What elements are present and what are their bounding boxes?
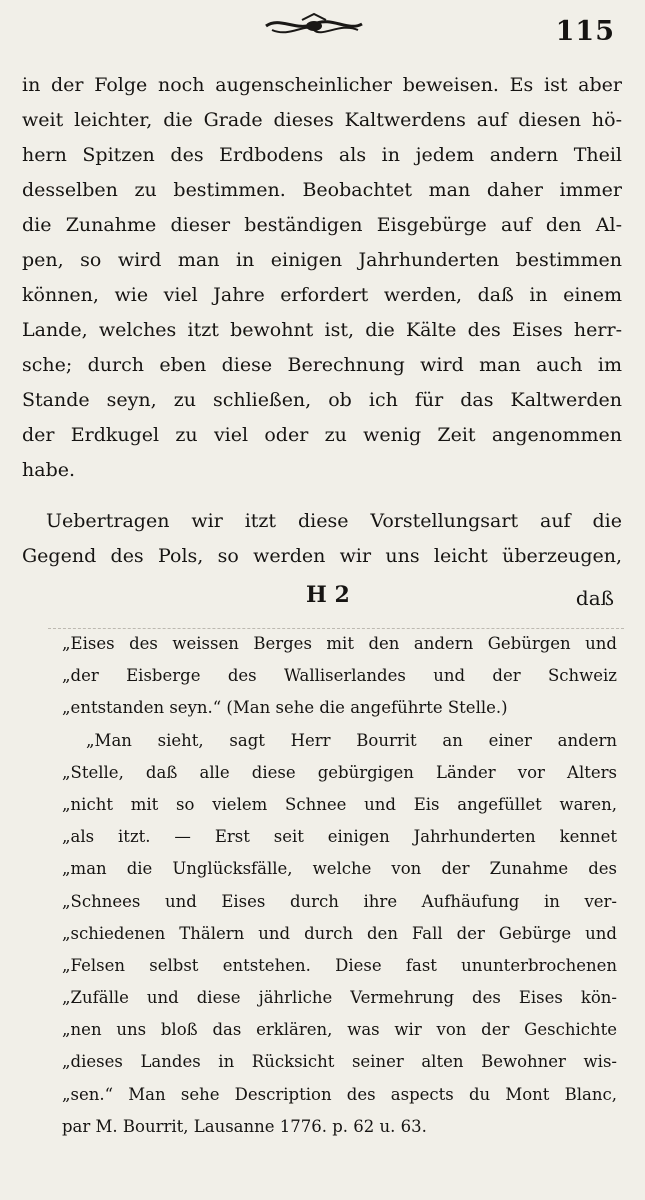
text-line: in der Folge noch augenscheinlicher beweisen. Es ist aber [22,74,622,96]
footnote-block [62,628,617,1143]
signature-row [22,576,622,622]
footnote-line: „Eises des weissen Berges mit den andern Gebürgen und [62,634,617,653]
footnote-line: „schiedenen Thälern und durch den Fall der Gebürge und [62,923,617,943]
footnote-line: „Zufälle und diese jährliche Vermehrung des Eises kön- [62,988,617,1008]
footnote-line: „man die Unglücksfälle, welche von der Zunahme des [62,859,617,879]
footnote-line: „Schnees und Eises durch ihre Aufhäufung in ver- [62,891,617,911]
footnote-line: „als itzt. — Erst seit einigen Jahrhunderten kennet [62,827,617,847]
footnote-line: „Stelle, daß alle diese gebürgigen Länder vor Alters [62,762,617,782]
signature-mark: H 2 [306,582,350,608]
text-line: sche; durch eben diese Berechnung wird man auch im [22,354,622,376]
text-line: können, wie viel Jahre erfordert werden, daß in einem [22,284,622,306]
footnote-line: „entstanden seyn.“ (Man sehe die angeführte Stelle.) [62,698,508,718]
footnote-line: „der Eisberge des Walliserlandes und der Schweiz [62,666,617,686]
footnote-line: „Felsen selbst entstehen. Diese fast ununterbrochenen [62,955,617,975]
footnote-line: „nicht mit so vielem Schnee und Eis angefüllet waren, [62,794,617,814]
text-line: pen, so wird man in einigen Jahrhunderten bestimmen [22,249,622,271]
paragraph-2-line: Gegend des Pols, so werden wir uns leicht überzeugen, [22,545,622,567]
text-line: die Zunahme dieser beständigen Eisgebürge auf den Al- [22,214,622,236]
text-line: desselben zu bestimmen. Beobachtet man daher immer [22,179,622,201]
footnote-line: „sen.“ Man sehe Description des aspects du Mont Blanc, [62,1084,617,1104]
text-line: hern Spitzen des Erdbodens als in jedem andern Theil [22,144,622,166]
catchword: daß [575,586,614,610]
footnote-line: par M. Bourrit, Lausanne 1776. p. 62 u. 63. [62,1116,427,1136]
text-line: der Erdkugel zu viel oder zu wenig Zeit angenommen [22,424,622,446]
footnote-line: „nen uns bloß das erklären, was wir von der Geschichte [62,1020,617,1040]
text-line: Stande seyn, zu schließen, ob ich für das Kaltwerden [22,389,622,411]
footnote-line: „dieses Landes in Rücksicht seiner alten Bewohner wis- [62,1052,617,1072]
text-line: weit leichter, die Grade dieses Kaltwerdens auf diesen hö- [22,109,622,131]
paragraph-2-line: Uebertragen wir itzt diese Vorstellungsart auf die [46,510,622,532]
text-line: habe. [22,459,76,481]
page-number: 115 [555,16,615,47]
decorative-bird-vignette-icon [262,10,366,42]
footnote-line: „Man sieht, sagt Herr Bourrit an einer andern [86,730,617,750]
main-body-text [22,68,622,622]
text-line: Lande, welches itzt bewohnt ist, die Kälte des Eises herr- [22,319,622,341]
